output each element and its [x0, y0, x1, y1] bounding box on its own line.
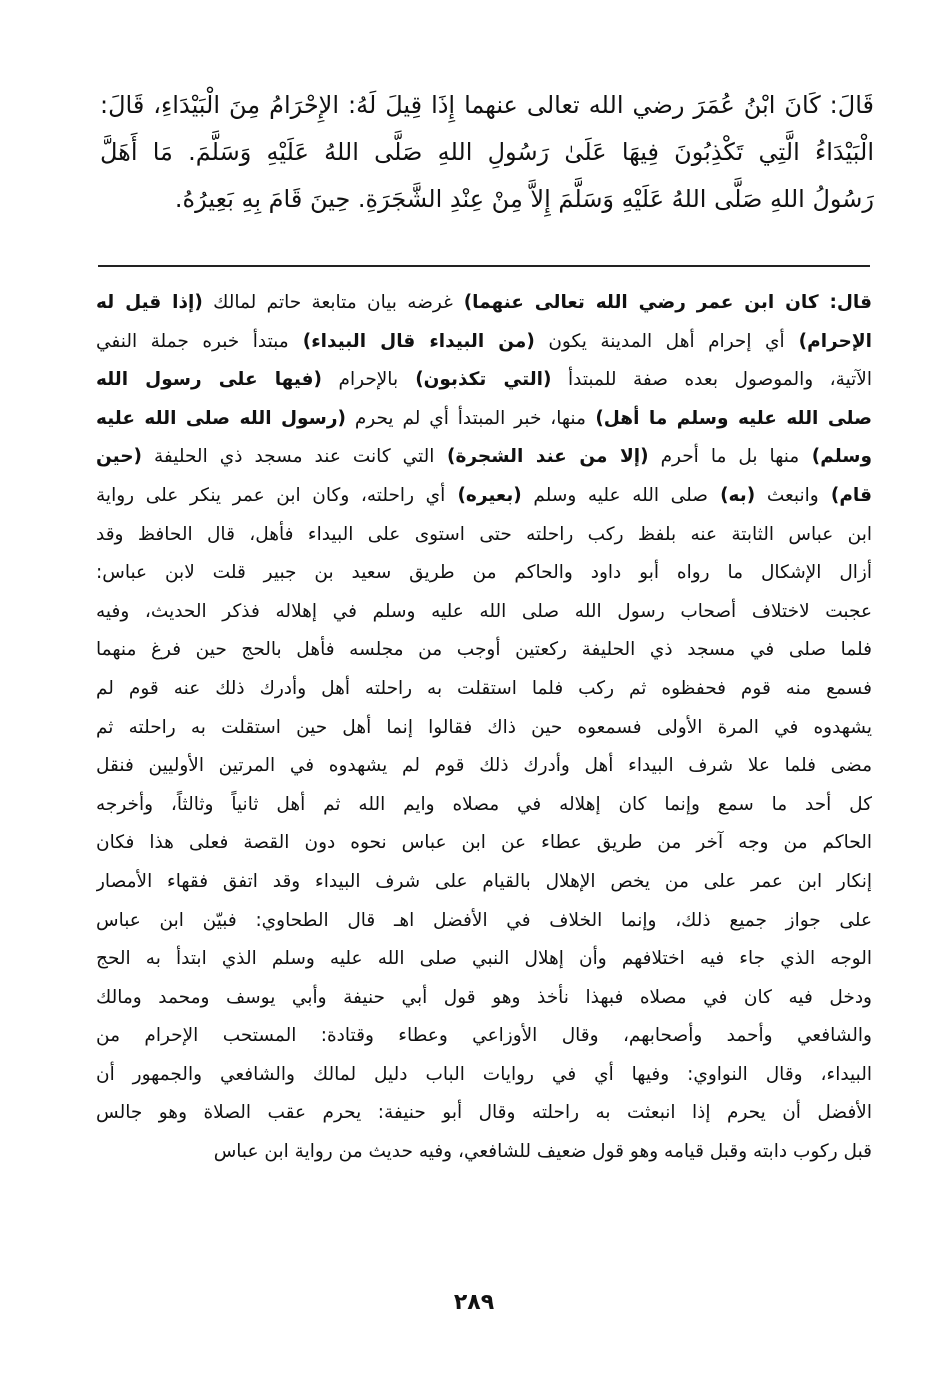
page-number: ٢٨٩ [453, 1290, 495, 1315]
text-segment: الآتية، والموصول بعده صفة للمبتدأ [551, 369, 872, 391]
text-segment: الحاكم من وجه آخر من طريق عطاء عن ابن عباس نحوه دون القصة فعلى هذا فكان [96, 832, 872, 854]
text-segment: غرضه بيان متابعة حاتم لمالك [202, 292, 453, 313]
commentary-text [96, 284, 872, 1172]
bold-quote-segment: قام) [818, 484, 872, 506]
commentary-line [96, 284, 872, 323]
bold-quote-segment: قال: كان ابن عمر رضي الله تعالى عنهما) [452, 292, 872, 313]
bold-quote-segment: (بعيره) [445, 484, 522, 506]
text-segment: قبل ركوب دابته وقبل قيامه وهو قول ضعيف للشافعي، وفيه حديث من رواية ابن عباس [213, 1141, 872, 1163]
commentary-line [96, 979, 872, 1018]
commentary-line [96, 940, 872, 979]
text-segment: أزال الإشكال ما رواه أبو داود والحاكم من طريق سعيد بن جبير قلت لابن عباس: [96, 562, 872, 584]
bold-quote-segment: (إذا قيل له [96, 292, 203, 313]
text-segment: صلى الله عليه وسلم [521, 484, 708, 506]
commentary-line [96, 516, 872, 555]
text-segment: عجبت لاختلاف أصحاب رسول الله صلى الله عليه وسلم في إهلاله فذكر الحديث، وفيه [96, 600, 872, 622]
bold-quote-segment: (رسول الله صلى الله عليه [96, 407, 346, 429]
commentary-line [96, 1094, 872, 1133]
commentary-line [96, 786, 872, 825]
bold-quote-segment: (فيها على رسول الله [96, 369, 322, 391]
commentary-line [96, 670, 872, 709]
commentary-line [96, 323, 872, 362]
text-segment: على جواز جميع ذلك، وإنما الخلاف في الأفضل اهـ قال الطحاوي: فبيّن ابن عباس [96, 909, 872, 931]
text-segment: البيداء، وقال النواوي: وفيها أي في روايات الباب دليل لمالك والشافعي والجمهور أن [96, 1063, 872, 1085]
text-segment: مبتدأ خبره جملة النفي [96, 330, 289, 352]
commentary-line [96, 1017, 872, 1056]
bold-quote-segment: وسلم) [799, 446, 872, 468]
commentary-line [96, 593, 872, 632]
commentary-line [96, 824, 872, 863]
text-segment: بالإحرام [322, 369, 399, 391]
commentary-line [96, 863, 872, 902]
text-segment: الوجه الذي جاء فيه اختلافهم وأن إهلال النبي صلى الله عليه وسلم الذي ابتدأ به الحج [96, 948, 872, 970]
commentary-line [96, 1133, 872, 1172]
text-segment: ودخل فيه كان في مصلاه فبهذا نأخذ وهو قول أبي حنيفة وأبي يوسف ومحمد ومالك [96, 986, 872, 1008]
bold-quote-segment: (إلا من عند الشجرة) [434, 446, 649, 468]
commentary-line [96, 747, 872, 786]
text-segment: والشافعي وأحمد وأصحابهم، وقال الأوزاعي وعطاء وقتادة: المستحب الإحرام من [96, 1025, 872, 1047]
text-segment: منها بل ما أحرم [648, 446, 800, 468]
text-segment: يشهدوه في المرة الأولى فسمعوه حين ذاك فقالوا إنما أهل حين استقلت به راحلته ثم [96, 716, 872, 738]
text-segment: التي كانت عند مسجد ذي الحليفة [142, 446, 435, 468]
hadith-line: قَالَ: كَانَ ابْنُ عُمَرَ رضي الله تعالى عنهما إِذَا قِيلَ لَهُ: الإِحْرَامُ مِنَ الْبَيْدَاءِ، قَالَ: [100, 91, 874, 119]
bold-quote-segment: الإحرام) [784, 330, 872, 352]
commentary-line [96, 400, 872, 439]
commentary-line [96, 438, 872, 477]
text-segment: كل أحد ما سمع وإنما كان إهلاله في مصلاه وايم الله ثم أهل ثانياً وثالثاً، وأخرجه [96, 793, 872, 815]
text-segment: ابن عباس الثابتة عنه بلفظ ركب راحلته حتى استوى على البيداء فأهل، قال الحافظ وقد [96, 523, 872, 545]
text-segment: وانبعث [755, 484, 819, 506]
commentary-line [96, 709, 872, 748]
text-segment: مضى فلما علا شرف البيداء أهل وأدرك ذلك قوم لم يشهدوه في المرتين الأوليين فنقل [96, 755, 872, 777]
commentary-line [96, 477, 872, 516]
commentary-line [96, 1056, 872, 1095]
text-segment: فلما صلى في مسجد ذي الحليفة ركعتين أوجب من مجلسه فأهل بالحج حين فرغ منهما [96, 639, 872, 661]
commentary-line [96, 631, 872, 670]
bold-quote-segment: (به) [707, 484, 756, 506]
bold-quote-segment: (من البيداء قال البيداء) [288, 330, 535, 352]
text-segment: أي راحلته، وكان ابن عمر ينكر على رواية [96, 484, 446, 506]
commentary-line [96, 902, 872, 941]
text-segment: أي إحرام أهل المدينة يكون [534, 330, 785, 352]
hadith-text [100, 82, 874, 223]
hadith-line: رَسُولُ اللهِ صَلَّى اللهُ عَلَيْهِ وَسَلَّمَ إِلاَّ مِنْ عِنْدِ الشَّجَرَةِ. حِينَ قَامَ بِهِ بَعِيرُهُ. [174, 185, 874, 213]
text-segment: إنكار ابن عمر على من يخص الإهلال بالقيام على شرف البيداء وقد اتفق فقهاء الأمصار [96, 870, 872, 892]
text-segment: منها، خبر المبتدأ أي لم يحرم [345, 407, 586, 429]
bold-quote-segment: (التي تكذبون) [398, 369, 552, 391]
commentary-line [96, 361, 872, 400]
bold-quote-segment: (حين [96, 446, 142, 468]
bold-quote-segment: صلى الله عليه وسلم ما أهل) [585, 407, 872, 429]
text-segment: فسمع منه قوم فحفظوه ثم ركب فلما استقلت به راحلته أهل وأدرك ذلك عنه قوم لم [96, 677, 872, 699]
text-segment: الأفضل أن يحرم إذا انبعثت به راحلته وقال أبو حنيفة: يحرم عقب الصلاة وهو جالس [96, 1102, 872, 1124]
footnote-divider [98, 265, 870, 267]
commentary-line [96, 554, 872, 593]
hadith-line: الْبَيْدَاءُ الَّتِي تَكْذِبُونَ فِيهَا عَلَىٰ رَسُولِ اللهِ صَلَّى اللهُ عَلَيْهِ وَسَلَّمَ. مَا أَهَلَّ [100, 138, 874, 166]
